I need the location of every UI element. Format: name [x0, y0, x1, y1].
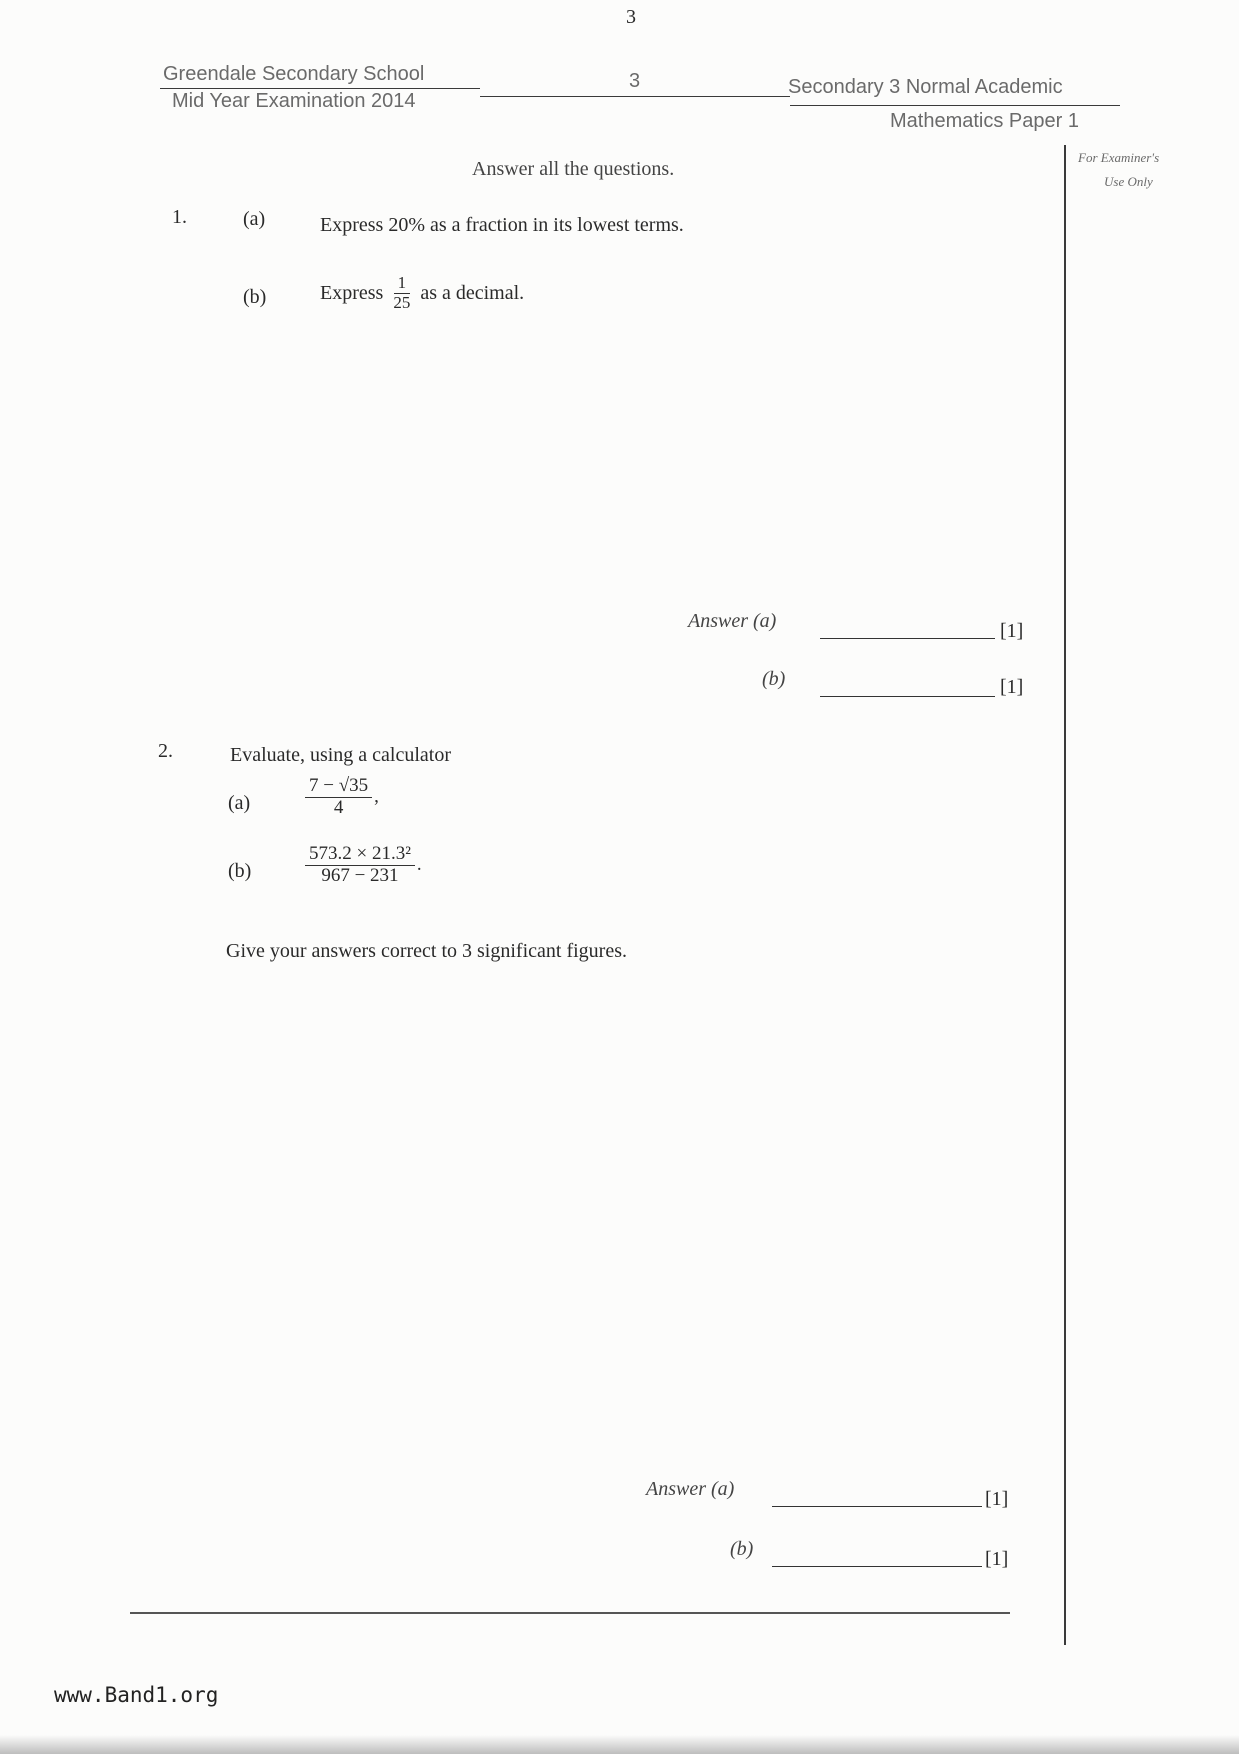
- q2a-numerator: 7 − √35: [305, 776, 372, 798]
- q2b-numerator: 573.2 × 21.3²: [305, 844, 415, 866]
- q2-answer-a-line[interactable]: [772, 1506, 982, 1507]
- q1-answer-b-label: (b): [762, 668, 786, 690]
- header-rule-center: [480, 96, 790, 97]
- q2b-denominator: 967 − 231: [321, 864, 399, 886]
- q1-answer-a-line[interactable]: [820, 638, 995, 639]
- q1a-label: (a): [243, 208, 266, 230]
- q2a-label: (a): [228, 792, 251, 814]
- header-page-number: 3: [629, 70, 641, 92]
- q1-answer-b-line[interactable]: [820, 696, 995, 697]
- q1-mark-a: [1]: [1000, 620, 1024, 642]
- exam-title: Mid Year Examination 2014: [172, 90, 416, 112]
- paper-title: Mathematics Paper 1: [890, 110, 1079, 132]
- header-rule-right: [790, 105, 1120, 106]
- q2-number: 2.: [158, 740, 173, 762]
- top-page-number: 3: [626, 6, 636, 28]
- q1-answer-a-label: Answer (a): [688, 610, 777, 632]
- q2-intro: Evaluate, using a calculator: [230, 744, 452, 766]
- examiner-note-line2: Use Only: [1104, 174, 1153, 189]
- q2-instruction: Give your answers correct to 3 significant figures.: [226, 940, 627, 962]
- scan-edge-shadow: [0, 1735, 1239, 1754]
- examiner-margin-rule: [1064, 145, 1066, 1645]
- watermark: www.Band1.org: [54, 1683, 219, 1707]
- q1b-suffix: as a decimal.: [420, 281, 525, 304]
- q2a-trail: ,: [374, 786, 379, 808]
- q2a-denominator: 4: [333, 796, 344, 818]
- q1b-prefix: Express: [320, 281, 384, 304]
- q1b-fraction: [389, 274, 414, 312]
- q1b-label: (b): [243, 286, 267, 308]
- q2b-expression: [305, 844, 422, 887]
- q1a-text: Express 20% as a fraction in its lowest terms.: [320, 214, 684, 236]
- q1b-numerator: 1: [394, 274, 411, 294]
- header-rule-left: [160, 88, 480, 89]
- course-title: Secondary 3 Normal Academic: [788, 76, 1063, 98]
- bottom-rule: [130, 1612, 1010, 1614]
- q1-number: 1.: [172, 206, 187, 228]
- q1-mark-b: [1]: [1000, 676, 1024, 698]
- school-name: Greendale Secondary School: [163, 63, 425, 85]
- q2-answer-b-label: (b): [730, 1538, 754, 1560]
- examiner-note-line1: For Examiner's: [1078, 150, 1160, 165]
- q2b-label: (b): [228, 860, 252, 882]
- q2-answer-b-line[interactable]: [772, 1566, 982, 1567]
- q1b-denominator: 25: [393, 292, 411, 312]
- q2a-fraction: [305, 776, 372, 819]
- q1b-text: [320, 274, 524, 312]
- instructions: Answer all the questions.: [472, 158, 675, 180]
- q2b-trail: .: [416, 854, 422, 876]
- q2b-fraction: [305, 844, 415, 887]
- q2a-expression: [305, 776, 379, 819]
- q2-mark-b: [1]: [985, 1548, 1009, 1570]
- q2-answer-a-label: Answer (a): [646, 1478, 735, 1500]
- q2-mark-a: [1]: [985, 1488, 1009, 1510]
